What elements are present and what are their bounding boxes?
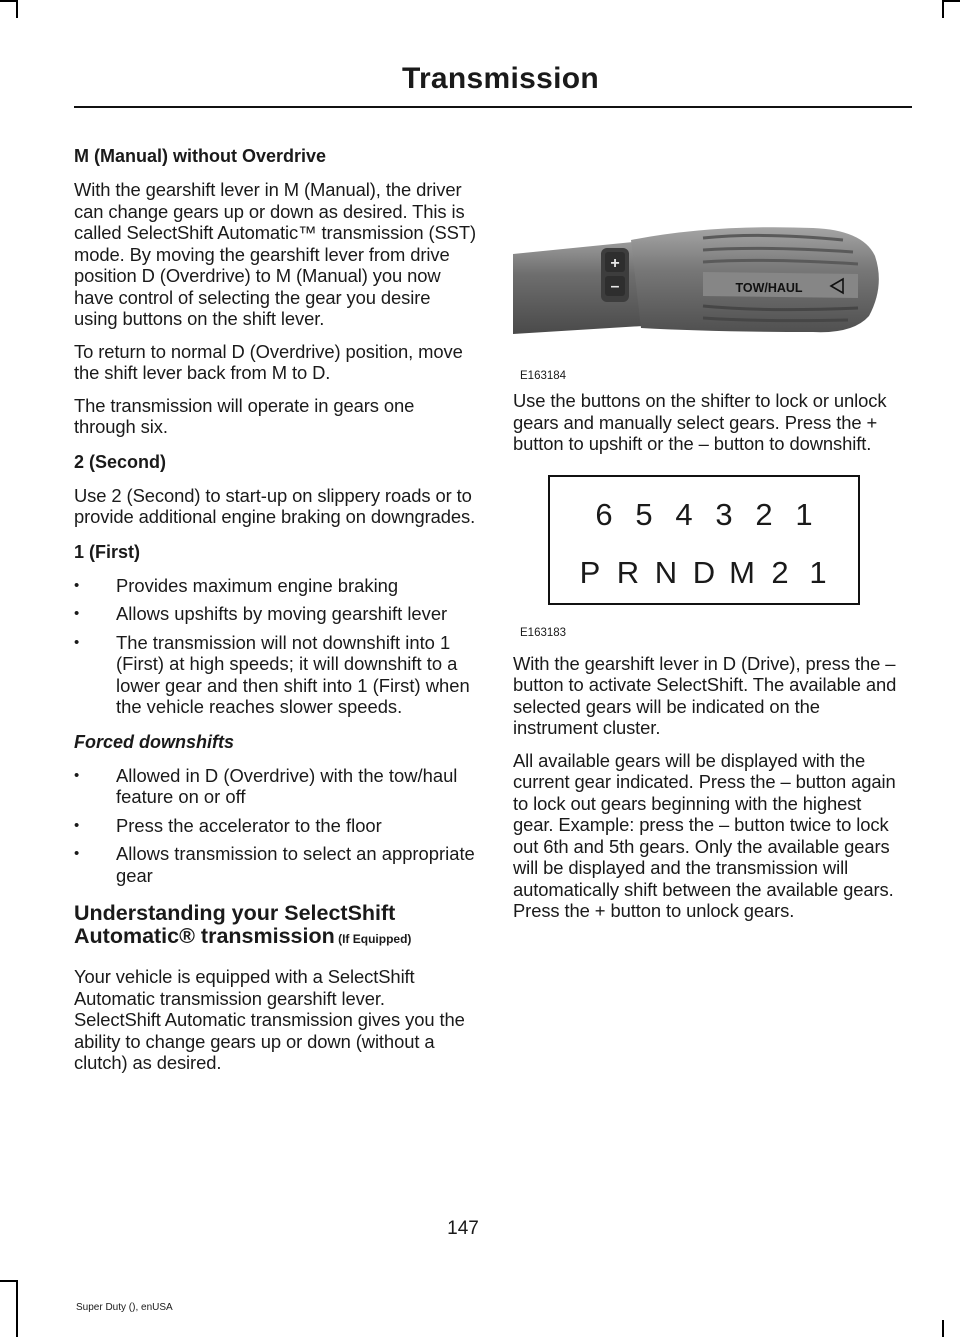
- right-column: [513, 216, 905, 933]
- list-item: • Press the accelerator to the floor: [74, 815, 476, 837]
- header-divider: [74, 106, 912, 108]
- crop-mark: [942, 0, 960, 2]
- gear-position: 1: [809, 554, 827, 590]
- prndl-row: [550, 555, 858, 591]
- gear-position: P: [579, 554, 601, 590]
- crop-mark: [942, 1320, 944, 1337]
- gear-indicator: 5: [635, 496, 653, 532]
- heading-manual: M (Manual) without Overdrive: [74, 146, 327, 166]
- gear-indicator: 3: [715, 496, 733, 532]
- list-item: • Allows transmission to select an appropriate gear: [74, 843, 476, 886]
- gear-position: D: [692, 554, 716, 590]
- tow-haul-label: TOW/HAUL: [735, 281, 803, 295]
- gear-position: 2: [771, 554, 789, 590]
- left-column: [74, 146, 476, 1085]
- paragraph: Use the buttons on the shifter to lock or unlock gears and manually select gears. Press the + button to upshift or the – button to downshift.: [513, 390, 887, 454]
- list-item: • The transmission will not downshift into 1 (First) at high speeds; it will downshift to a lower gear and then shift into 1 (First) when the vehicle reaches slower speeds.: [74, 632, 476, 718]
- paragraph: With the gearshift lever in D (Drive), press the – button to activate SelectShift. The available and selected gears will be indicated on the instrument cluster.: [513, 652, 897, 738]
- heading-second: 2 (Second): [74, 451, 167, 472]
- gear-display-panel: [548, 475, 860, 605]
- first-gear-list: [74, 575, 476, 718]
- minus-button-label: –: [610, 278, 620, 295]
- paragraph: Your vehicle is equipped with a SelectShift Automatic transmission gearshift lever. SelectShift Automatic transmission gives you the ability to change gears up or down (without a clutch) as desired.: [74, 966, 465, 1073]
- gear-indicator: 2: [755, 496, 773, 532]
- heading-forced-downshifts: Forced downshifts: [74, 731, 235, 752]
- heading-understanding-selectshift: [74, 902, 476, 951]
- figure-code: E163183: [520, 626, 567, 639]
- heading-first: 1 (First): [74, 541, 141, 562]
- if-equipped-note: (If Equipped): [334, 932, 412, 946]
- footer-text: Super Duty (), enUSA: [76, 1302, 173, 1313]
- forced-downshift-list: [74, 765, 476, 887]
- page-number: 147: [447, 1218, 479, 1239]
- gear-indicator: 1: [795, 496, 813, 532]
- plus-button-label: +: [610, 255, 620, 272]
- figure-code: E163184: [520, 370, 567, 382]
- gear-position: N: [654, 554, 678, 590]
- heading-text: Understanding your SelectShift Automatic® transmission: [74, 901, 396, 948]
- paragraph: The transmission will operate in gears one through six.: [74, 394, 415, 437]
- paragraph: With the gearshift lever in M (Manual), the driver can change gears up or down as desired. This is called SelectShift Automatic™ transmission (SST) mode. By moving the gearshift lever from drive position D (Overdrive) to M (Manual) you now have control of selecting the gear you desire using buttons on the shift lever.: [74, 179, 476, 329]
- paragraph: To return to normal D (Overdrive) position, move the shift lever back from M to D.: [74, 340, 463, 383]
- gear-indicator: 4: [675, 496, 693, 532]
- paragraph: All available gears will be displayed with the current gear indicated. Press the – button again to lock out gears beginning with the highest gear. Example: press the – button twice to lock out 6th and 5th gears. Only the available gears will be displayed and the transmission will automatically shift between the available gears. Press the + button to unlock gears.: [513, 749, 896, 921]
- gear-display-figure: [513, 475, 905, 641]
- available-gears-row: [550, 497, 858, 533]
- gear-position: M: [729, 554, 755, 590]
- shifter-figure: [513, 216, 905, 384]
- crop-mark: [16, 0, 18, 18]
- crop-mark: [16, 1280, 18, 1337]
- list-item: • Provides maximum engine braking: [74, 575, 476, 597]
- page-title: Transmission: [401, 62, 599, 95]
- crop-mark: [942, 0, 944, 18]
- list-item: • Allows upshifts by moving gearshift lever: [74, 603, 476, 625]
- shift-lever-illustration: [513, 216, 905, 366]
- gear-indicator: 6: [595, 496, 613, 532]
- gear-position: R: [616, 554, 640, 590]
- list-item: • Allowed in D (Overdrive) with the tow/haul feature on or off: [74, 765, 476, 808]
- paragraph: Use 2 (Second) to start-up on slippery roads or to provide additional engine braking on downgrades.: [74, 484, 476, 527]
